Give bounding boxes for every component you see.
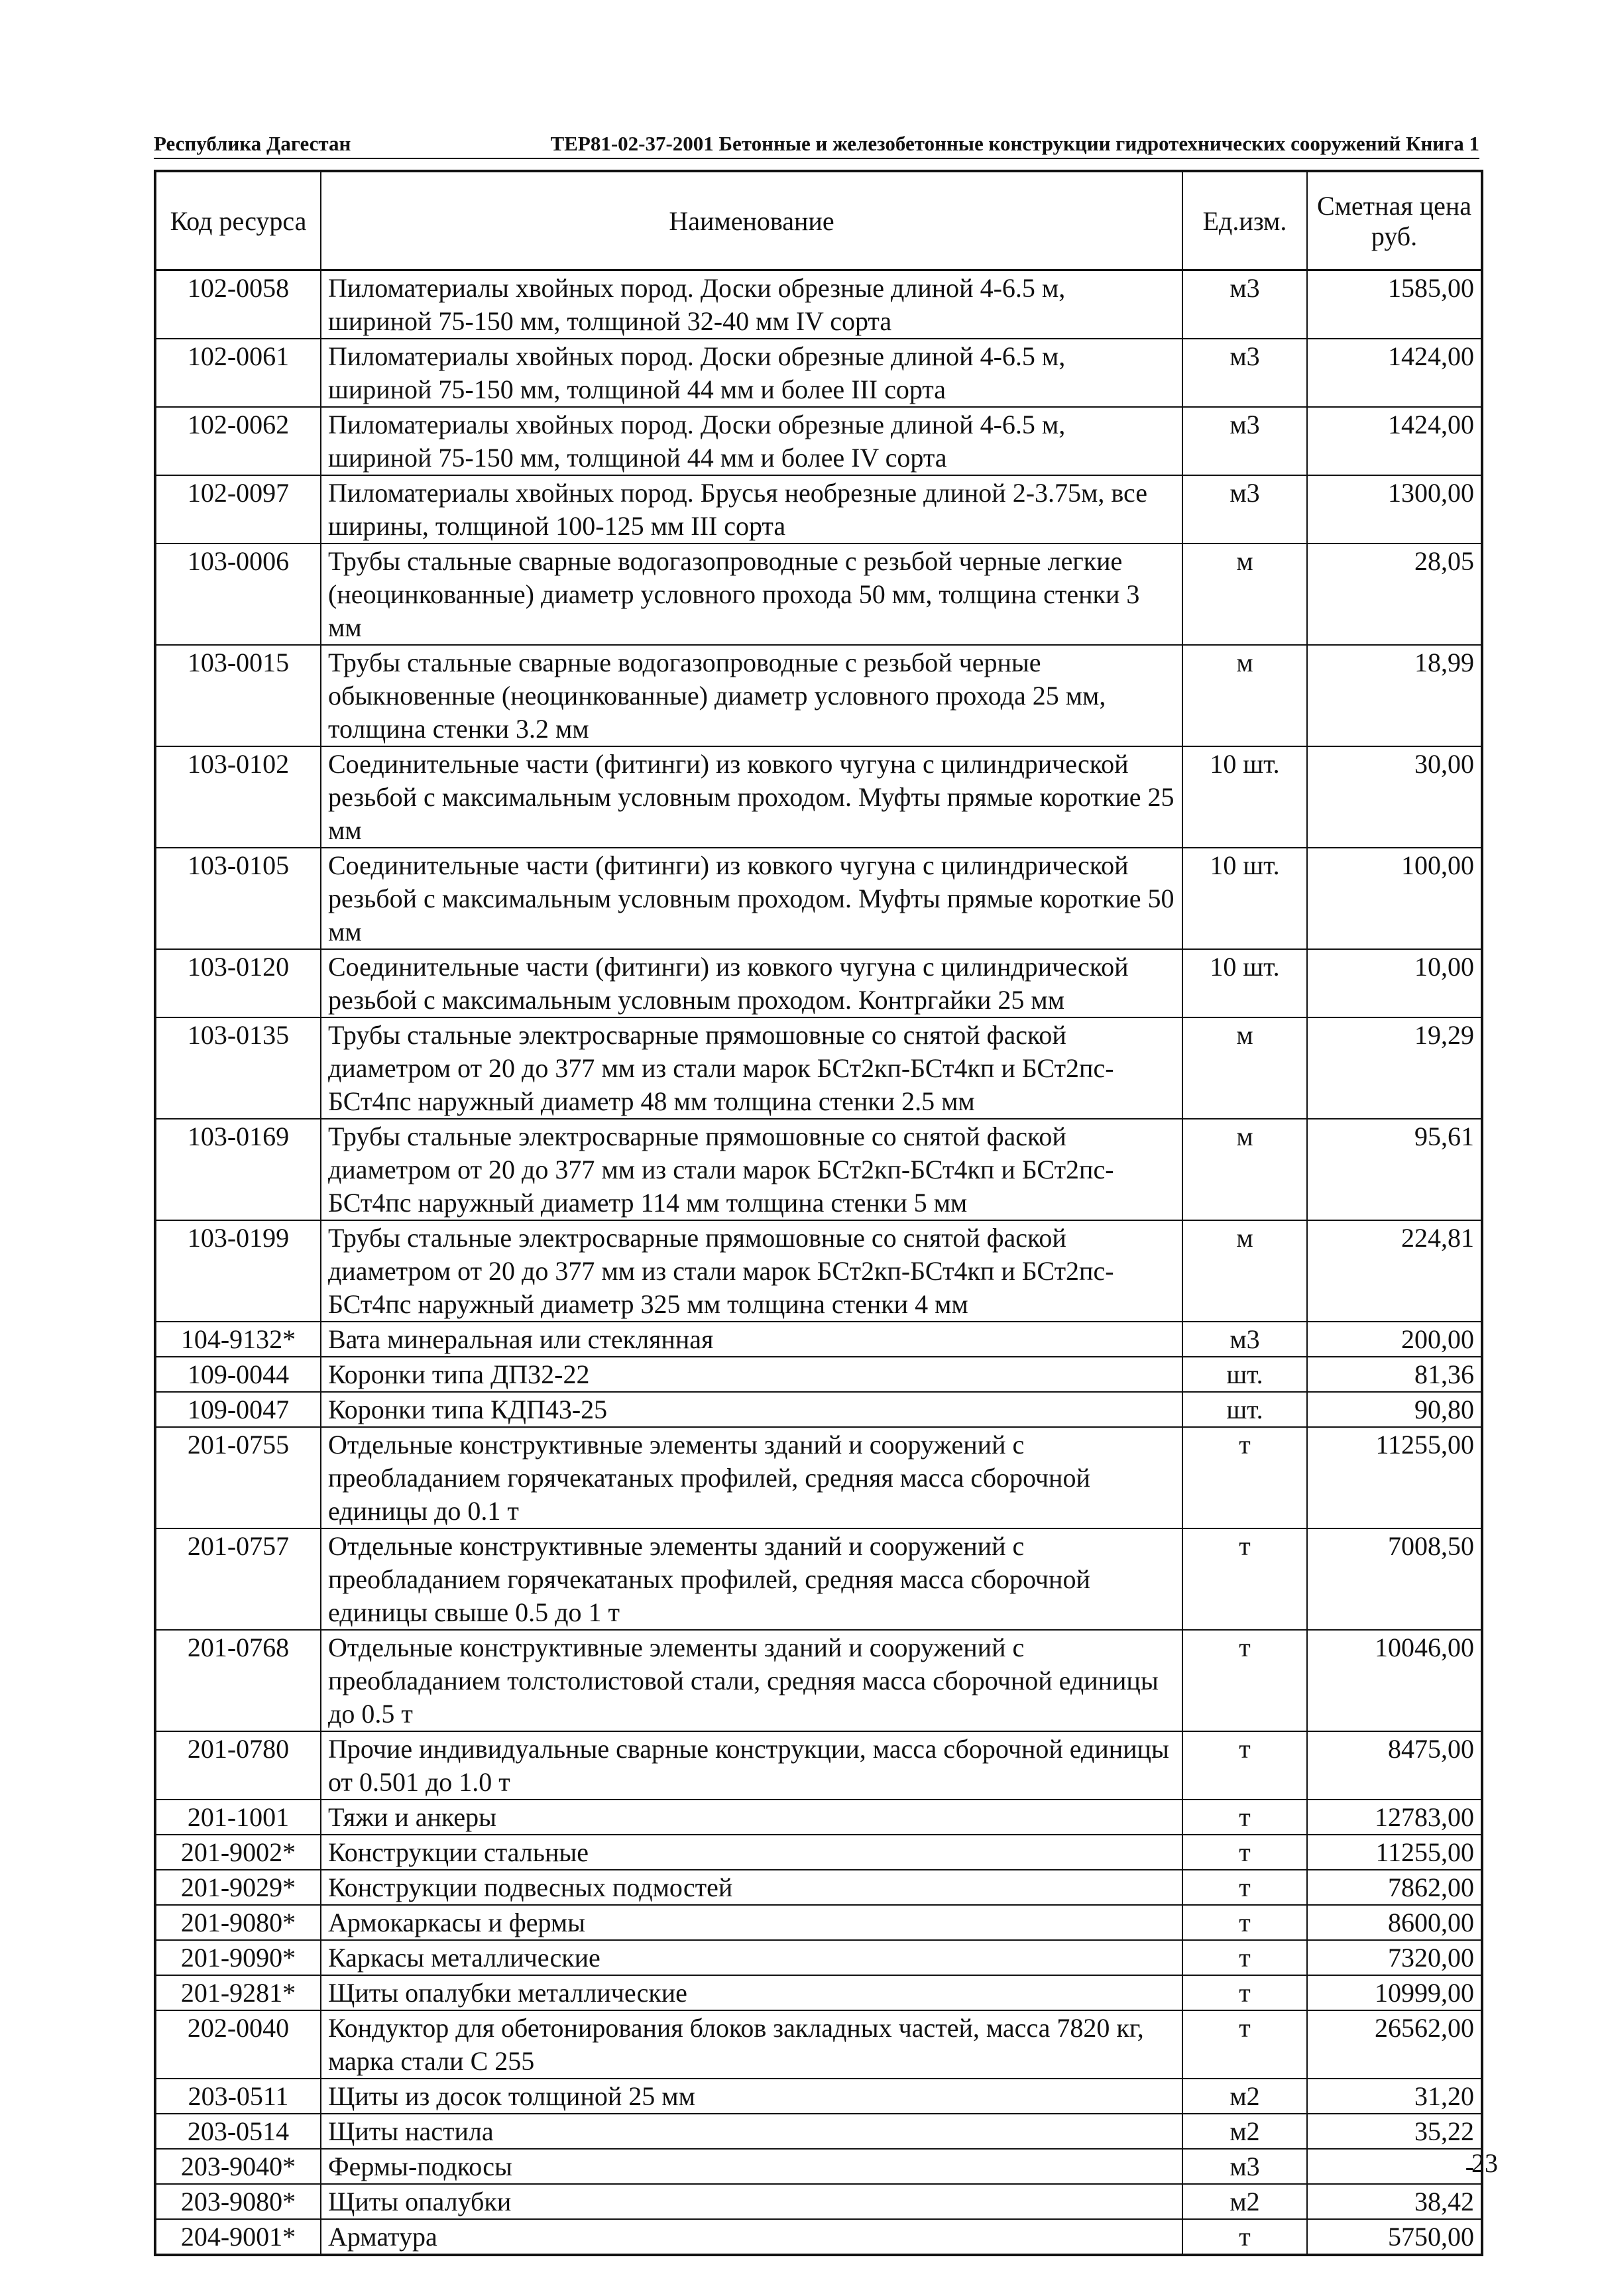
price-cell: - [1307,2149,1482,2184]
table-row [155,949,1482,1017]
column-header-name: Наименование [321,171,1182,270]
resource-code-cell: 201-0757 [155,1528,321,1630]
resource-name-cell: Щиты настила [321,2114,1182,2149]
resource-code-cell: 201-0780 [155,1731,321,1800]
resource-code-cell: 203-9080* [155,2184,321,2219]
price-cell: 30,00 [1307,746,1482,848]
unit-cell: шт. [1182,1357,1307,1392]
header-rule [154,158,1479,159]
unit-cell: т [1182,1427,1307,1528]
unit-cell: т [1182,2010,1307,2079]
resource-code-cell: 103-0105 [155,848,321,949]
table-row [155,1528,1482,1630]
resource-name-cell: Конструкции стальные [321,1835,1182,1870]
resource-code-cell: 103-0102 [155,746,321,848]
table-row [155,1940,1482,1975]
price-cell: 1424,00 [1307,407,1482,475]
unit-cell: т [1182,1870,1307,1905]
resource-name-cell: Щиты опалубки [321,2184,1182,2219]
table-row [155,2184,1482,2219]
price-cell: 1300,00 [1307,475,1482,544]
page-number: 23 [1471,2148,1498,2178]
resource-name-cell: Трубы стальные электросварные прямошовные со снятой фаской диаметром от 20 до 377 мм из стали марок БСт2кп-БСт4кп и БСт2пс-БСт4пс наружный диаметр 114 мм толщина стенки 5 мм [321,1119,1182,1220]
price-cell: 1585,00 [1307,270,1482,339]
unit-cell: шт. [1182,1392,1307,1427]
unit-cell: 10 шт. [1182,949,1307,1017]
resource-code-cell: 102-0061 [155,339,321,407]
resource-name-cell: Каркасы металлические [321,1940,1182,1975]
unit-cell: т [1182,1528,1307,1630]
resource-name-cell: Пиломатериалы хвойных пород. Доски обрезные длиной 4-6.5 м, шириной 75-150 мм, толщиной 32-40 мм IV сорта [321,270,1182,339]
resource-name-cell: Пиломатериалы хвойных пород. Доски обрезные длиной 4-6.5 м, шириной 75-150 мм, толщиной 44 мм и более IV сорта [321,407,1182,475]
resource-name-cell: Арматура [321,2219,1182,2255]
price-cell: 11255,00 [1307,1427,1482,1528]
table-row [155,339,1482,407]
resource-code-cell: 103-0006 [155,544,321,645]
unit-cell: м2 [1182,2079,1307,2114]
resource-name-cell: Соединительные части (фитинги) из ковкого чугуна с цилиндрической резьбой с максимальным условным проходом. Муфты прямые короткие 50 мм [321,848,1182,949]
table-row [155,2079,1482,2114]
unit-cell: т [1182,1731,1307,1800]
resource-name-cell: Отдельные конструктивные элементы зданий и сооружений с преобладанием толстолистовой стали, средняя масса сборочной единицы до 0.5 т [321,1630,1182,1731]
unit-cell: т [1182,1940,1307,1975]
price-cell: 19,29 [1307,1017,1482,1119]
table-row [155,1870,1482,1905]
column-header-price [1307,171,1482,270]
resource-code-cell: 104-9132* [155,1322,321,1357]
table-row [155,1630,1482,1731]
resource-code-cell: 201-0755 [155,1427,321,1528]
resource-code-cell: 203-0511 [155,2079,321,2114]
unit-cell: м2 [1182,2114,1307,2149]
unit-cell: м [1182,544,1307,645]
table-row [155,270,1482,339]
resource-code-cell: 103-0199 [155,1220,321,1322]
table-row [155,1220,1482,1322]
price-cell: 81,36 [1307,1357,1482,1392]
resource-name-cell: Отдельные конструктивные элементы зданий и сооружений с преобладанием горячекатаных профилей, средняя масса сборочной единицы до 0.1 т [321,1427,1182,1528]
table-row [155,1427,1482,1528]
price-cell: 200,00 [1307,1322,1482,1357]
price-cell: 224,81 [1307,1220,1482,1322]
unit-cell: 10 шт. [1182,746,1307,848]
table-row [155,2149,1482,2184]
resource-code-cell: 201-1001 [155,1800,321,1835]
resource-code-cell: 103-0169 [155,1119,321,1220]
price-cell: 10999,00 [1307,1975,1482,2010]
table-row [155,1119,1482,1220]
unit-cell: м3 [1182,1322,1307,1357]
resource-name-cell: Кондуктор для обетонирования блоков закладных частей, масса 7820 кг, марка стали С 255 [321,2010,1182,2079]
resource-name-cell: Трубы стальные электросварные прямошовные со снятой фаской диаметром от 20 до 377 мм из стали марок БСт2кп-БСт4кп и БСт2пс-БСт4пс наружный диаметр 325 мм толщина стенки 4 мм [321,1220,1182,1322]
resource-code-cell: 201-9281* [155,1975,321,2010]
resource-name-cell: Трубы стальные электросварные прямошовные со снятой фаской диаметром от 20 до 377 мм из стали марок БСт2кп-БСт4кп и БСт2пс-БСт4пс наружный диаметр 48 мм толщина стенки 2.5 мм [321,1017,1182,1119]
table-row [155,1835,1482,1870]
table-row [155,2010,1482,2079]
table-row [155,1322,1482,1357]
price-cell: 100,00 [1307,848,1482,949]
table-header-row [155,171,1482,270]
unit-cell: м [1182,645,1307,746]
price-cell: 18,99 [1307,645,1482,746]
column-header-unit: Ед.изм. [1182,171,1307,270]
table-row [155,2219,1482,2255]
table-row [155,645,1482,746]
page-header [154,114,1479,154]
column-header-price-currency: руб. [1371,221,1418,251]
resource-name-cell: Прочие индивидуальные сварные конструкции, масса сборочной единицы от 0.501 до 1.0 т [321,1731,1182,1800]
resource-name-cell: Коронки типа КДП43-25 [321,1392,1182,1427]
price-cell: 11255,00 [1307,1835,1482,1870]
resource-code-cell: 103-0015 [155,645,321,746]
table-row [155,2114,1482,2149]
table-row [155,1392,1482,1427]
price-cell: 12783,00 [1307,1800,1482,1835]
resource-name-cell: Вата минеральная или стеклянная [321,1322,1182,1357]
resource-name-cell: Армокаркасы и фермы [321,1905,1182,1940]
resource-name-cell: Фермы-подкосы [321,2149,1182,2184]
price-cell: 10,00 [1307,949,1482,1017]
unit-cell: т [1182,1905,1307,1940]
price-cell: 10046,00 [1307,1630,1482,1731]
header-document-title: ТЕР81-02-37-2001 Бетонные и железобетонные конструкции гидротехнических сооружений Книга 1 [550,132,1479,155]
resource-code-cell: 201-9002* [155,1835,321,1870]
resource-name-cell: Отдельные конструктивные элементы зданий и сооружений с преобладанием горячекатаных профилей, средняя масса сборочной единицы свыше 0.5 до 1 т [321,1528,1182,1630]
resource-code-cell: 202-0040 [155,2010,321,2079]
column-header-code: Код ресурса [155,171,321,270]
price-cell: 95,61 [1307,1119,1482,1220]
resource-code-cell: 204-9001* [155,2219,321,2255]
unit-cell: т [1182,1800,1307,1835]
header-region: Республика Дагестан [154,132,351,155]
resource-code-cell: 102-0097 [155,475,321,544]
unit-cell: т [1182,1630,1307,1731]
table-row [155,544,1482,645]
unit-cell: м [1182,1017,1307,1119]
price-cell: 5750,00 [1307,2219,1482,2255]
unit-cell: т [1182,1835,1307,1870]
table-body [155,270,1482,2256]
unit-cell: м [1182,1119,1307,1220]
resource-code-cell: 201-9029* [155,1870,321,1905]
resource-name-cell: Трубы стальные сварные водогазопроводные с резьбой черные легкие (неоцинкованные) диаметр условного прохода 50 мм, толщина стенки 3 мм [321,544,1182,645]
price-cell: 28,05 [1307,544,1482,645]
unit-cell: м2 [1182,2184,1307,2219]
resource-price-table [154,170,1483,2256]
resource-name-cell: Щиты опалубки металлические [321,1975,1182,2010]
table-row [155,1800,1482,1835]
resource-code-cell: 201-9090* [155,1940,321,1975]
table-row [155,1017,1482,1119]
price-cell: 8475,00 [1307,1731,1482,1800]
price-cell: 7320,00 [1307,1940,1482,1975]
table-row [155,848,1482,949]
unit-cell: м [1182,1220,1307,1322]
unit-cell: м3 [1182,407,1307,475]
unit-cell: м3 [1182,339,1307,407]
resource-name-cell: Щиты из досок толщиной 25 мм [321,2079,1182,2114]
resource-code-cell: 103-0135 [155,1017,321,1119]
unit-cell: м3 [1182,2149,1307,2184]
resource-code-cell: 203-0514 [155,2114,321,2149]
resource-name-cell: Соединительные части (фитинги) из ковкого чугуна с цилиндрической резьбой с максимальным условным проходом. Контргайки 25 мм [321,949,1182,1017]
resource-code-cell: 103-0120 [155,949,321,1017]
resource-name-cell: Пиломатериалы хвойных пород. Брусья необрезные длиной 2-3.75м, все ширины, толщиной 100-125 мм III сорта [321,475,1182,544]
resource-name-cell: Коронки типа ДП32-22 [321,1357,1182,1392]
resource-code-cell: 109-0044 [155,1357,321,1392]
resource-code-cell: 203-9040* [155,2149,321,2184]
price-cell: 7862,00 [1307,1870,1482,1905]
price-cell: 38,42 [1307,2184,1482,2219]
price-cell: 8600,00 [1307,1905,1482,1940]
resource-name-cell: Конструкции подвесных подмостей [321,1870,1182,1905]
price-cell: 26562,00 [1307,2010,1482,2079]
table-row [155,1905,1482,1940]
resource-code-cell: 201-0768 [155,1630,321,1731]
resource-code-cell: 102-0062 [155,407,321,475]
column-header-price-title: Сметная цена [1316,190,1472,221]
resource-name-cell: Трубы стальные сварные водогазопроводные с резьбой черные обыкновенные (неоцинкованные) диаметр условного прохода 25 мм, толщина стенки 3.2 мм [321,645,1182,746]
table-row [155,746,1482,848]
price-cell: 31,20 [1307,2079,1482,2114]
price-cell: 7008,50 [1307,1528,1482,1630]
unit-cell: 10 шт. [1182,848,1307,949]
unit-cell: м3 [1182,475,1307,544]
price-cell: 35,22 [1307,2114,1482,2149]
table-row [155,475,1482,544]
resource-name-cell: Соединительные части (фитинги) из ковкого чугуна с цилиндрической резьбой с максимальным условным проходом. Муфты прямые короткие 25 мм [321,746,1182,848]
price-cell: 90,80 [1307,1392,1482,1427]
resource-name-cell: Пиломатериалы хвойных пород. Доски обрезные длиной 4-6.5 м, шириной 75-150 мм, толщиной 44 мм и более III сорта [321,339,1182,407]
unit-cell: т [1182,2219,1307,2255]
price-cell: 1424,00 [1307,339,1482,407]
resource-name-cell: Тяжи и анкеры [321,1800,1182,1835]
resource-code-cell: 109-0047 [155,1392,321,1427]
table-row [155,1731,1482,1800]
unit-cell: м3 [1182,270,1307,339]
table-row [155,1357,1482,1392]
table-row [155,1975,1482,2010]
table-row [155,407,1482,475]
resource-code-cell: 102-0058 [155,270,321,339]
unit-cell: т [1182,1975,1307,2010]
resource-code-cell: 201-9080* [155,1905,321,1940]
